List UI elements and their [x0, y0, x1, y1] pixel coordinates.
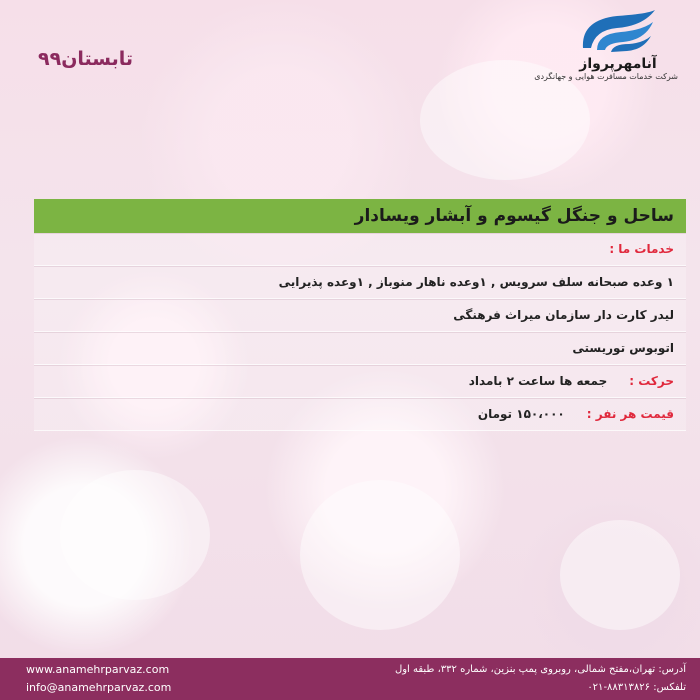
footer-bar: [0, 658, 700, 700]
price-value: ۱۵۰،۰۰۰ تومان: [477, 407, 565, 421]
footer-contact-address: [395, 661, 686, 697]
services-label: خدمات ما :: [609, 242, 674, 256]
price-row: [34, 398, 686, 431]
blossom-decoration: [60, 470, 210, 600]
brand-name: آنامهرپرواز: [579, 56, 657, 72]
airline-logo-icon: [577, 6, 659, 56]
services-label-row: [34, 233, 686, 266]
blossom-decoration: [300, 480, 460, 630]
tour-panel: [34, 199, 686, 431]
email-link[interactable]: info@anamehrparvaz.com: [26, 681, 172, 694]
service-item: اتوبوس توریستی: [34, 332, 686, 365]
blossom-decoration: [560, 520, 680, 630]
price-label: قیمت هر نفر :: [586, 407, 674, 421]
departure-value: جمعه ها ساعت ۲ بامداد: [468, 374, 608, 388]
service-item: لیدر کارت دار سازمان میراث فرهنگی: [34, 299, 686, 332]
brand-subtitle: شرکت خدمات مسافرت هوایی و جهانگردی: [534, 72, 678, 81]
website-link[interactable]: www.anamehrparvaz.com: [26, 663, 170, 676]
address-text: آدرس: تهران،مفتح شمالی، روبروی پمپ بنزین، شماره ۳۳۲، طبقه اول: [394, 664, 686, 675]
phone-text: تلفکس: ۸۸۳۱۳۸۲۶-۰۲۱: [587, 682, 686, 693]
brand-logo: [534, 6, 678, 92]
departure-row: [34, 365, 686, 398]
departure-label: حرکت :: [629, 374, 674, 388]
tour-title: ساحل و جنگل گیسوم و آبشار ویسادار: [34, 199, 686, 233]
season-label: تابستان۹۹: [38, 48, 134, 70]
service-item: ۱ وعده صبحانه سلف سرویس , ۱وعده ناهار منوباز , ۱وعده پذیرایی: [34, 266, 686, 299]
footer-contact-web: [26, 661, 171, 697]
